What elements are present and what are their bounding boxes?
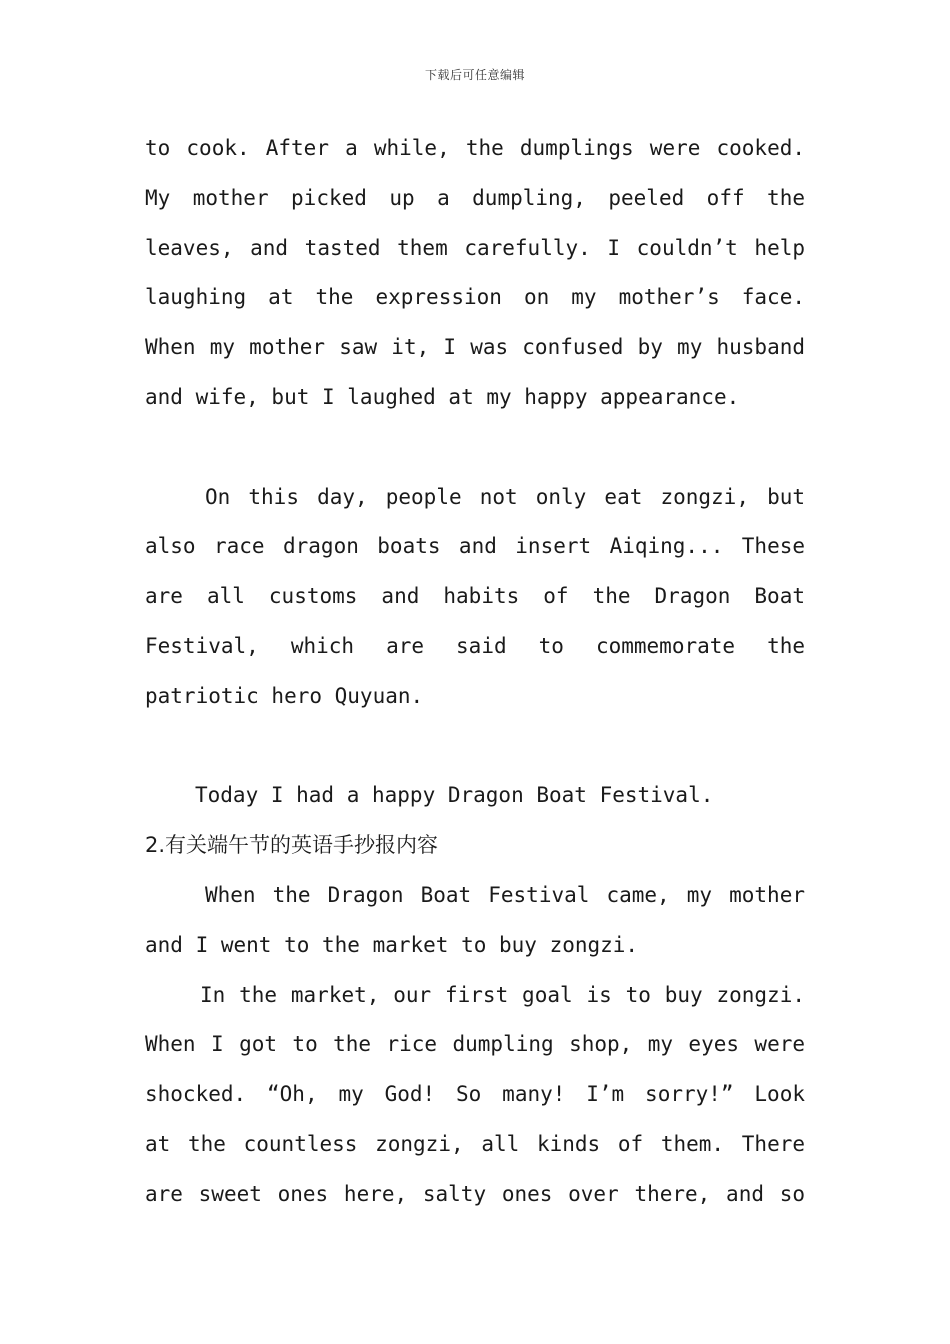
text-line: When my mother saw it, I was confused by my husband — [145, 335, 805, 360]
text-line: Today I had a happy Dragon Boat Festival. — [195, 783, 714, 808]
text-line: to cook. After a while, the dumplings were cooked. — [145, 136, 805, 160]
text-line: laughing at the expression on my mother’s face. — [145, 285, 805, 310]
text-line: are all customs and habits of the Dragon Boat — [145, 584, 805, 609]
text-line: shocked. “Oh, my God! So many! I’m sorry!” Look — [145, 1082, 805, 1107]
document-body — [145, 124, 805, 1220]
text-line: are sweet ones here, salty ones over there, and so — [145, 1181, 805, 1206]
paragraph — [145, 871, 805, 971]
paragraph — [145, 124, 805, 423]
text-line: and wife, but I laughed at my happy appearance. — [145, 384, 740, 409]
text-line: When I got to the rice dumpling shop, my eyes were — [145, 1032, 805, 1057]
text-line: In the market, our first goal is to buy zongzi. — [200, 982, 805, 1007]
text-line: also race dragon boats and insert Aiqing... These — [145, 534, 805, 559]
text-line: and I went to the market to buy zongzi. — [145, 932, 639, 957]
text-line: patriotic hero Quyuan. — [145, 683, 424, 708]
paragraph-spacer — [145, 423, 805, 473]
paragraph — [145, 473, 805, 722]
page-header: 下载后可任意编辑 — [424, 68, 525, 82]
paragraph — [145, 971, 805, 1220]
text-line: Festival, which are said to commemorate the — [145, 633, 805, 658]
text-line: When the Dragon Boat Festival came, my mother — [205, 882, 805, 907]
text-line: My mother picked up a dumpling, peeled off the — [145, 185, 805, 210]
text-line: leaves, and tasted them carefully. I couldn’t help — [145, 235, 805, 260]
paragraph — [145, 771, 805, 821]
text-line: On this day, people not only eat zongzi, but — [205, 484, 805, 509]
text-line: at the countless zongzi, all kinds of them. There — [145, 1131, 805, 1156]
section-heading: 2.有关端午节的英语手抄报内容 — [145, 833, 439, 858]
paragraph-spacer — [145, 722, 805, 772]
